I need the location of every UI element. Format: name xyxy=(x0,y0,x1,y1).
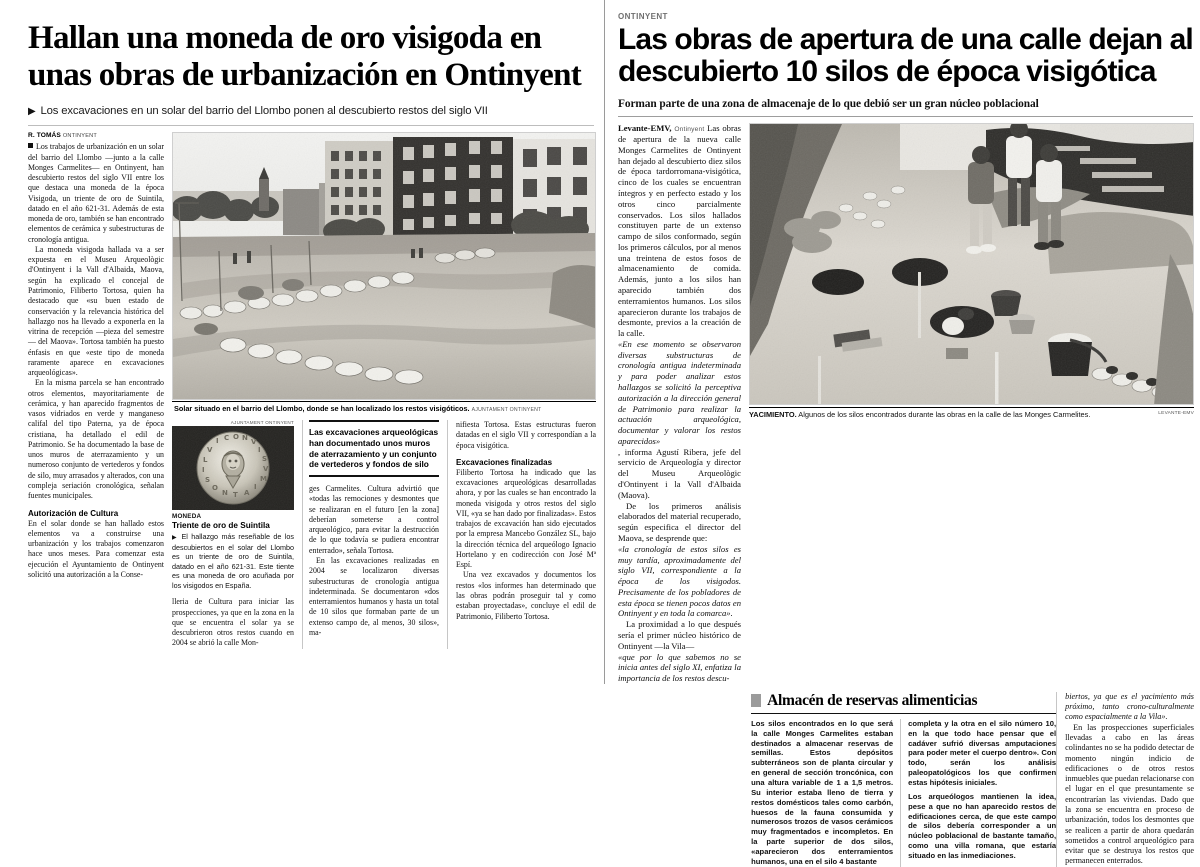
svg-text:A: A xyxy=(244,489,250,497)
left-photo-credit: AJUNTAMENT ONTINYENT xyxy=(471,407,542,414)
coin-title: Triente de oro de Suintila xyxy=(172,521,270,530)
left-col4-paragraph-1: Filiberto Tortosa ha indicado que las excavaciones arqueológicas desarrolladas ahora, y por las cuales se han encontrado la moneda visigoda y otros restos del siglo VII, «ya se han dado por finalizadas». Estos trabajos de excavación han sido ejecutados por la empresa Mancebo González SL, bajo la dirección técnica del arqueólogo Ignacio Hortelano y en codirección con José Mª Espí. xyxy=(456,467,596,570)
right-article xyxy=(604,0,1200,866)
right-quote-2: «la cronología de estos silos es muy tardía, aproximadamente del siglo VII, correspondiente a la época de los visigodos. Precisamente de los pobladores de esta época se tienen pocos datos en Ontinyent y en toda la comarca». xyxy=(618,543,741,619)
right-headline: Las obras de apertura de una calle dejan al descubierto 10 silos de época visigótica xyxy=(618,23,1193,89)
left-col3-paragraph-1: ges Carmelites. Cultura advirtió que «todas las remociones y desmontes que se realizaran en el futuro [en la zona] deberían someterse a control arqueológico, para evitar la destrucción de lo que todavía se pudiera encontrar enterrado», señala Tortosa. xyxy=(309,484,439,555)
right-quote-1-text: «En ese momento se observaron diversas substructuras de cronología antigua indeterminada y para poder analizar estos hallazgos se solicitó la perceptiva autorización a la dirección general de Patrimonio para realizar la actuación arqueológica, documentar y valorar los restos aparecidos» xyxy=(618,338,741,446)
svg-text:I: I xyxy=(254,483,257,491)
right-lower-columns xyxy=(618,692,1194,867)
right-byline-source: Levante-EMV, xyxy=(618,122,672,133)
coin-kicker: MONEDA xyxy=(172,513,202,520)
left-col3-paragraph-2: En las excavaciones realizadas en 2004 se localizaron diversas subestructuras de cronología antigua indeterminada. Se documentaron «dos enterramientos humanos y hasta un total de 10 silos que formaban parte de un extenso campo de, al menos, 30 silos», ma- xyxy=(309,555,439,637)
svg-text:O: O xyxy=(212,484,218,492)
silos-photo-graphic xyxy=(750,124,1194,405)
left-byline xyxy=(28,132,164,139)
left-header-rule xyxy=(28,125,594,126)
left-column-3 xyxy=(302,420,447,649)
almacen-box-columns xyxy=(751,719,1056,867)
right-byline-place: Ontinyent xyxy=(674,125,705,133)
left-headline: Hallan una moneda de oro visigoda en unas obras de urbanización en Ontinyent xyxy=(28,20,582,93)
left-continuation-bottom: lleria de Cultura para iniciar las prospecciones, ya que en la zona en la que se encuentra el solar ya se descubrieron otros restos cuando en 2004 se abrió la calle Mon- xyxy=(172,597,294,648)
right-photo-caption-text: Algunos de los silos encontrados durante las obras en la calle de las Monges Carmelites. xyxy=(798,409,1091,419)
right-photo-caption xyxy=(749,411,1090,420)
svg-text:L: L xyxy=(203,456,208,464)
square-bullet-icon xyxy=(28,143,33,148)
left-paragraph-3: En la misma parcela se han encontrado otros elementos, mayoritariamente de cerámica, y han aparecido fragmentos de vasos vidriados en verde y manganeso califal del tipo Paterna, ya de época cristiana, ha detallado el edil de Patrimonio. Se ha documentado la base de unos muros de aterrazamiento y un numeroso conjunto de vertederos y fondos de silo, muy arrasados y alterados, con una compleja seriación cronológica, señalan fuentes municipales. xyxy=(28,378,164,501)
left-subhead-autorizacion: Autorización de Cultura xyxy=(28,508,119,518)
svg-text:I: I xyxy=(202,466,205,474)
coin-sidebar xyxy=(172,420,302,649)
right-header-rule xyxy=(618,116,1193,117)
almacen-box-paragraph-2: completa y la otra en el silo número 10, en la que todo hace pensar que el cadáver sufrió diversas amputaciones para poder meter el cuerpo dentro». Con todo, serán los análisis paleopatológicos los que confirmen estas hipótesis iniciales. xyxy=(908,718,1057,788)
left-subhead-excavaciones: Excavaciones finalizadas xyxy=(456,457,553,467)
almacen-box-column-2 xyxy=(901,719,1056,867)
right-photo-block xyxy=(749,123,1194,684)
right-last-column-paragraph: En las prospecciones superficiales llevadas a cabo en las áreas colindantes no se ha podido detectar de momento ningún indicio de edificaciones o de otros restos inmuebles que puedan relacionarse con el lugar en el que presuntamente se encontrarían las viviendas. Dado que la zona se encuentra en proceso de urbanización, todos los desmontes que se realicen a partir de ahora quedarán sometidos a control arqueológico para evitar que se destruya los restos que permanecen enterrados. xyxy=(1065,722,1194,866)
svg-text:V: V xyxy=(263,465,269,473)
right-paragraph-3: La proximidad a lo que después sería el primer núcleo histórico de Ontinyent —la Vila— xyxy=(618,619,741,651)
left-paragraph-1 xyxy=(28,142,164,245)
left-paragraph-1-text: Los trabajos de urbanización en un solar del barrio del Llombo —junto a la calle Monges Carmelites— en Ontinyent, han descubierto restos del siglo VII entre los que destaca una moneda de la época Visigoda, un triente de oro de Suintila, datado en el año 621-31. Además de esta moneda de oro, también se han encontrado elementos de cerámica y subestructuras de cronología antigua. xyxy=(28,142,164,244)
byline-author: R. TOMÁS xyxy=(28,132,61,140)
left-photo-caption-text: Solar situado en el barrio del Llombo, donde se han localizado los restos visigóticos. xyxy=(174,404,470,414)
left-photo-caption xyxy=(172,401,596,414)
excavation-site-photo-graphic xyxy=(173,133,596,400)
right-quote-1 xyxy=(618,339,741,447)
left-col4-paragraph-top: nifiesta Tortosa. Estas estructuras fueron datadas en el siglo VII y correspondían a la época visigótica. xyxy=(456,420,596,450)
right-paragraph-1 xyxy=(618,123,741,339)
coin-photo-graphic xyxy=(172,426,294,510)
almacen-box-paragraph-1: Los silos encontrados en lo que será la calle Monges Carmelites estaban destinados a almacenar reservas de semillas. Estos depósitos subterráneos son de planta circular y en general de sección troncónica, con una altura variable de 1 a 1,5 metros. Su interior estaba lleno de tierra y restos domésticos tales como carbón, huesos de la fauna consumida y numerosos trozos de vasos cerámicos muy fragmentados e incompletos. En la parte superior de dos silos, «aparecieron dos enterramientos humanos, una en el silo 4 bastante xyxy=(751,718,894,866)
visigothic-gold-coin-photo xyxy=(172,426,294,510)
right-photo-caption-label: YACIMIENTO. xyxy=(749,409,797,419)
almacen-box-column-1 xyxy=(751,719,901,867)
right-quote-1-attribution: , informa Agustí Ribera, jefe del servicio de Arqueología y director del Museu Arqueològic d'Ontinyent i la Vall d'Albaida (Maova). xyxy=(618,446,741,500)
almacen-box-paragraph-3: Los arqueólogos mantienen la idea, pese a que no han aparecido restos de edificaciones cerca, de que este campo de silos debería corresponder a un núcleo poblacional de bastante tamaño, como una villa romana, que estaría situado en las inmediaciones. xyxy=(908,791,1057,861)
coin-photo-credit: AJUNTAMENT ONTINYENT xyxy=(230,420,294,425)
right-last-column xyxy=(1056,692,1194,867)
left-column-4 xyxy=(447,420,596,649)
right-top-columns xyxy=(618,123,1194,684)
almacen-box-title: Almacén de reservas alimenticias xyxy=(767,691,978,709)
right-photo-caption-row xyxy=(749,407,1194,420)
right-last-column-quote: biertos, ya que es el yacimiento más próximo, tanto crono-culturalmente como espacialmente a la Vila». xyxy=(1065,691,1194,722)
svg-text:V: V xyxy=(207,446,213,454)
right-lower-spacer-column xyxy=(618,692,751,867)
svg-text:N: N xyxy=(242,434,248,442)
left-paragraph-2: La moneda visigoda hallada va a ser expuesta en el Museu Arqueològic d'Ontinyent i la Vall d'Albaida, Maova, según ha explicado el concejal de Patrimonio, Filiberto Tortosa, quien ha destacado que «su buen estado de conservación y la relevancia histórica del hallazgo nos ha llevado a exponerla en la vitrina de recepción —pieza del semestre— del Maova». Tortosa también ha puesto énfasis en que «este tipo de moneda raramente aparece en excavaciones arqueológicas». xyxy=(28,244,164,378)
left-kicker-text: Los excavaciones en un solar del barrio del Llombo ponen al descubierto restos del siglo VII xyxy=(40,105,488,118)
left-col4-paragraph-2: Una vez excavados y documentos los restos «los informes han determinado que las obras podrán proseguir tal y como estaban proyectadas», concluye el edil de Patrimonio, Filiberto Tortosa. xyxy=(456,570,596,621)
excavation-site-photo xyxy=(172,132,596,400)
svg-text:C: C xyxy=(224,434,230,442)
right-section-tag: ONTINYENT xyxy=(618,12,668,21)
left-lower-columns xyxy=(172,420,596,649)
left-kicker xyxy=(28,105,596,118)
box-marker-icon xyxy=(751,694,761,707)
arrow-bullet-icon: ▶ xyxy=(172,535,179,541)
triangle-bullet-icon: ▶ xyxy=(28,106,36,118)
right-paragraph-2: De los primeros análisis elaborados del material recuperado, según especifica el director del Maova, se desprende que: xyxy=(618,500,741,543)
svg-text:M: M xyxy=(260,475,267,483)
left-photo-block xyxy=(172,132,596,648)
left-column-1 xyxy=(28,132,172,648)
archaeologists-working-at-silos-photo xyxy=(749,123,1194,405)
svg-text:O: O xyxy=(233,433,239,441)
right-column-1 xyxy=(618,123,749,684)
svg-text:I: I xyxy=(216,437,219,445)
byline-place: ONTINYENT xyxy=(62,133,97,140)
left-article xyxy=(0,0,604,684)
almacen-box xyxy=(751,692,1056,867)
svg-text:I: I xyxy=(258,446,261,454)
right-paragraph-1-text: Las obras de apertura de la nueva calle Monges Carmelites de Ontinyent han dejado al descubierto diez silos de época tardorromana-visigótica, cinco de los cuales se encuentran íntegros y en perfecto estado y los otros cinco parcialmente conservados. Los silos hallados constituyen parte de un extenso campo de silos conformado, según los primeros cálculos, por al menos una treintena de estos fosos de almacenamiento de comida. Además, junto a los silos han aparecido también dos enterramientos humanos. Los silos aparecieron durante los trabajos de desmonte, previos a la creación de la calle. xyxy=(618,122,741,339)
coin-body xyxy=(172,532,294,590)
left-top-columns xyxy=(28,132,596,648)
left-paragraph-4: En el solar donde se han hallado estos elementos va a construirse una urbanización y los trabajos comenzaron hace unos meses. Para comenzar esta ejecución el Ayuntamiento de Ontinyent solicitó una autorización a la Conse- xyxy=(28,518,164,579)
svg-text:N: N xyxy=(222,489,228,497)
right-photo-credit: LEVANTE-EMV xyxy=(1158,410,1194,416)
svg-text:S: S xyxy=(205,476,211,484)
svg-text:V: V xyxy=(251,438,257,446)
svg-text:S: S xyxy=(262,455,268,463)
right-quote-3: «que por lo que sabemos no se inicia antes del siglo XI, enfatiza la importancia de los restos descu- xyxy=(618,651,741,684)
left-pullquote: Las excavaciones arqueológicas han documentado unos muros de aterrazamiento y un conjunto de vertederos y fondos de silo xyxy=(309,420,439,477)
svg-text:T: T xyxy=(233,491,238,499)
right-subheadline: Forman parte de una zona de almacenaje de lo que debió ser un gran núcleo poblacional xyxy=(618,97,1039,110)
almacen-box-header xyxy=(751,692,1056,714)
coin-body-text: El hallazgo más reseñable de los descubiertos en el solar del Llombo es un triente de oro de Suintila, datado en el año 621-31. Este tiente es una moneda de oro acuñada por los visigodos en España. xyxy=(172,532,294,590)
